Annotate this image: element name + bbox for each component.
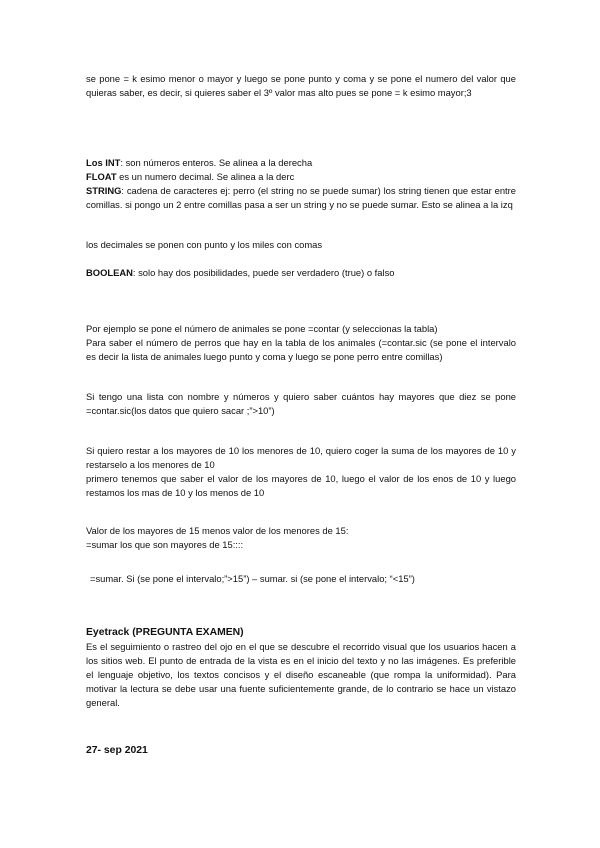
subtract-paragraph — [86, 444, 516, 500]
value15-paragraph — [86, 524, 516, 552]
count-line-2: Para saber el número de perros que hay en la tabla de los animales (=contar.sic (se pone el intervalo es decir la lista de animales luego punto y coma y luego se pone perro entre comillas) — [86, 337, 516, 362]
sumar-formula-text: =sumar. Si (se pone el intervalo;”>15”) – sumar. si (se pone el intervalo; “<15”) — [90, 573, 415, 584]
count-line-1: Por ejemplo se pone el número de animales se pone =contar (y seleccionas la tabla) — [86, 323, 438, 334]
sumar-formula — [90, 572, 520, 586]
intro-paragraph — [86, 72, 516, 100]
eyetrack-paragraph — [86, 640, 516, 710]
value15-line-1: Valor de los mayores de 15 menos valor de los menores de 15: — [86, 525, 349, 536]
string-definition — [86, 184, 516, 212]
list-text: Si tengo una lista con nombre y números y quiero saber cuántos hay mayores que diez se pone =contar.sic(los datos que quiero sacar ;”>10”) — [86, 391, 516, 416]
eyetrack-heading — [86, 626, 516, 640]
value15-line-2: =sumar los que son mayores de 15:::: — [86, 539, 244, 550]
string-text: : cadena de caracteres ej: perro (el string no se puede sumar) los string tienen que estar entre comillas. si pongo un 2 entre comillas pasa a ser un string y no se puede sumar. Esto se alinea a la izq — [86, 185, 516, 210]
count-paragraph — [86, 322, 516, 364]
eyetrack-heading-text: Eyetrack (PREGUNTA EXAMEN) — [86, 627, 244, 638]
float-text: es un numero decimal. Se alinea a la derc — [116, 171, 295, 182]
int-label: Los INT — [86, 157, 121, 168]
string-label: STRING — [86, 185, 122, 196]
boolean-label: BOOLEAN — [86, 267, 133, 278]
float-label: FLOAT — [86, 171, 117, 182]
int-definition — [86, 156, 516, 170]
list-paragraph — [86, 390, 516, 418]
intro-text: se pone = k esimo menor o mayor y luego se pone punto y coma y se pone el numero del valor que quieras saber, es decir, si quieres saber el 3º valor mas alto pues se pone = k esimo mayor;3 — [86, 73, 516, 98]
subtract-line-1: Si quiero restar a los mayores de 10 los menores de 10, quiero coger la suma de los mayores de 10 y restarselo a los menores de 10 — [86, 445, 516, 470]
date-heading — [86, 744, 516, 758]
eyetrack-text: Es el seguimiento o rastreo del ojo en el que se descubre el recorrido visual que los usuarios hacen a los sitios web. El punto de entrada de la vista es en el inicio del texto y no las imágenes. Es preferible el lenguaje objetivo, los textos concisos y el diseño escaneable (que rompa la uniformidad). Para motivar la lectura se debe usar una fuente suficientemente grande, de lo contrario se hace un vistazo general. — [86, 641, 516, 708]
decimals-paragraph — [86, 238, 516, 252]
subtract-line-2: primero tenemos que saber el valor de los mayores de 10, luego el valor de los enos de 10 y luego restamos los mas de 10 y los menos de 10 — [86, 473, 516, 498]
boolean-definition — [86, 266, 516, 280]
date-text: 27- sep 2021 — [86, 745, 148, 756]
float-definition — [86, 170, 516, 184]
decimals-text: los decimales se ponen con punto y los miles con comas — [86, 239, 323, 250]
boolean-text: : solo hay dos posibilidades, puede ser verdadero (true) o falso — [132, 267, 395, 278]
int-text: : son números enteros. Se alinea a la derecha — [120, 157, 313, 168]
